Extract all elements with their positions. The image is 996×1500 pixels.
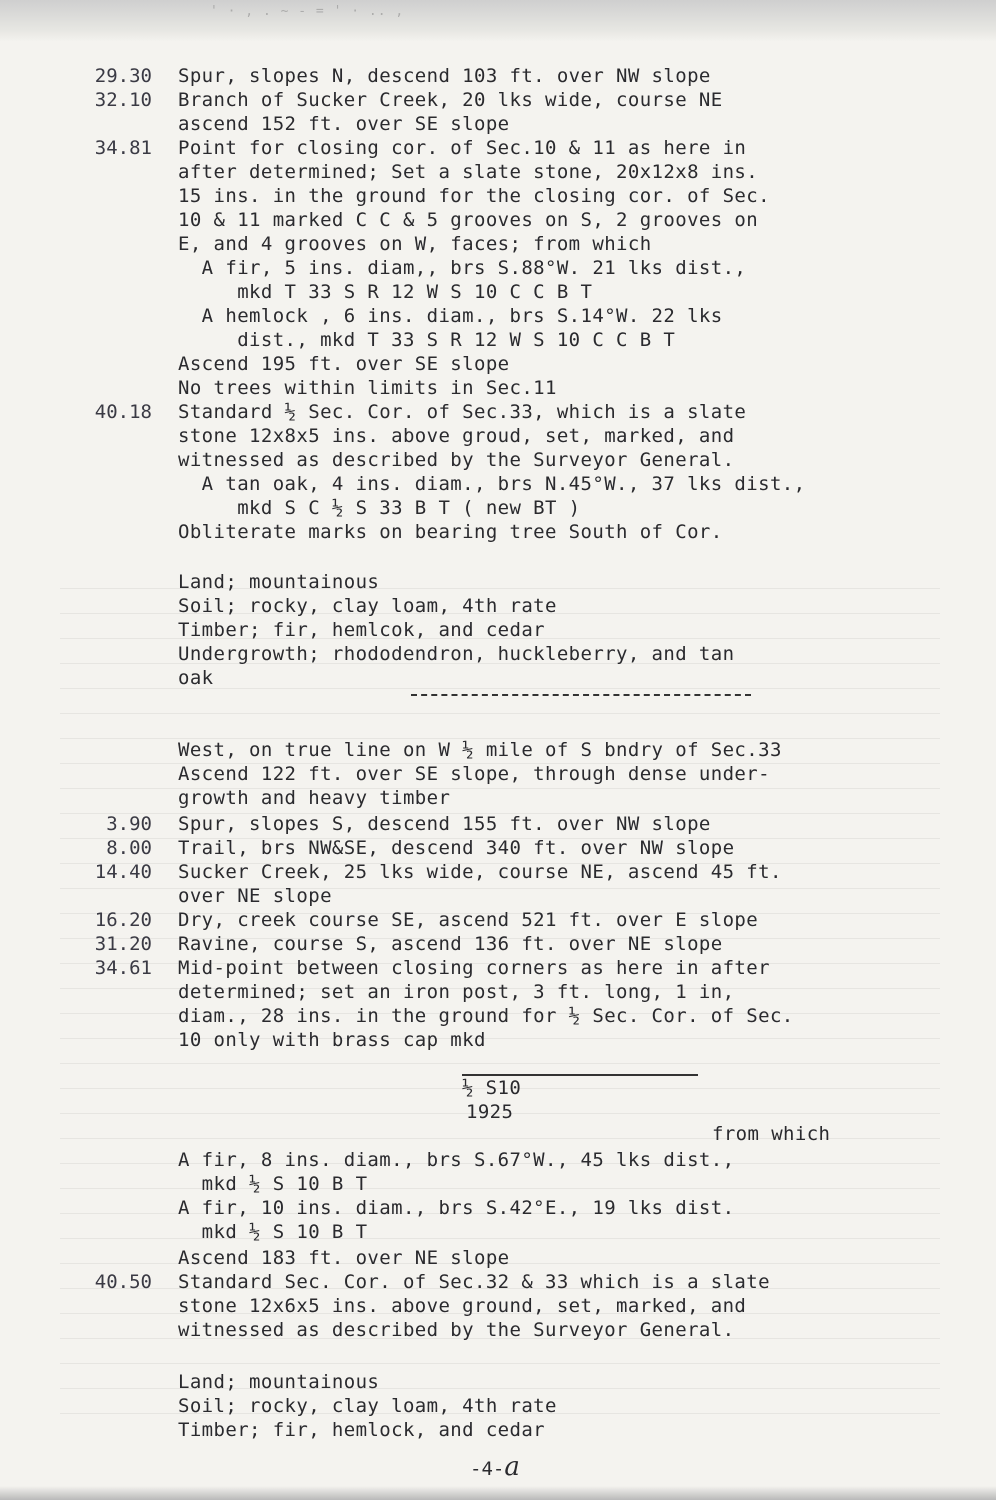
- field-note-line: Ascend 183 ft. over NE slope: [178, 1247, 510, 1269]
- field-note-line: Obliterate marks on bearing tree South of Cor.: [178, 521, 723, 543]
- soil-description: Soil; rocky, clay loam, 4th rate: [178, 1395, 557, 1417]
- field-note-line: Standard ½ Sec. Cor. of Sec.33, which is a slate: [178, 401, 747, 423]
- chain-distance: 40.50: [94, 1271, 152, 1293]
- field-note-line: Dry, creek course SE, ascend 521 ft. over E slope: [178, 909, 759, 931]
- field-note-line: 10 & 11 marked C C & 5 grooves on S, 2 grooves on: [178, 209, 759, 231]
- undergrowth-description: Undergrowth; rhododendron, huckleberry, and tan: [178, 643, 735, 665]
- field-note-line: Ascend 122 ft. over SE slope, through dense under-: [178, 763, 770, 785]
- field-note-line: witnessed as described by the Surveyor General.: [178, 449, 735, 471]
- field-note-line: mkd T 33 S R 12 W S 10 C C B T: [178, 281, 593, 303]
- bearing-tree-line: mkd ½ S 10 B T: [178, 1173, 368, 1195]
- field-note-line: dist., mkd T 33 S R 12 W S 10 C C B T: [178, 329, 676, 351]
- brass-cap-year: 1925: [466, 1101, 514, 1123]
- scan-top-band: [0, 0, 996, 42]
- course-heading: West, on true line on W ½ mile of S bndry of Sec.33: [178, 739, 782, 761]
- timber-description: Timber; fir, hemlcok, and cedar: [178, 619, 546, 641]
- field-note-line: Sucker Creek, 25 lks wide, course NE, ascend 45 ft.: [178, 861, 782, 883]
- chain-distance: 32.10: [94, 89, 152, 111]
- page-number: [470, 1452, 560, 1482]
- field-note-line: A hemlock , 6 ins. diam., brs S.14°W. 22 lks: [178, 305, 723, 327]
- field-note-line: No trees within limits in Sec.11: [178, 377, 557, 399]
- page-number-handwritten-letter: a: [504, 1452, 520, 1482]
- bearing-tree-line: A fir, 8 ins. diam., brs S.67°W., 45 lks dist.,: [178, 1149, 735, 1171]
- undergrowth-description-cont: oak: [178, 667, 214, 689]
- field-note-line: Mid-point between closing corners as here in after: [178, 957, 770, 979]
- field-note-line: ascend 152 ft. over SE slope: [178, 113, 510, 135]
- chain-distance: 31.20: [94, 933, 152, 955]
- field-note-line: after determined; Set a slate stone, 20x12x8 ins.: [178, 161, 759, 183]
- field-note-line: from which: [712, 1123, 831, 1145]
- field-note-line: E, and 4 grooves on W, faces; from which: [178, 233, 652, 255]
- field-note-line: Ascend 195 ft. over SE slope: [178, 353, 510, 375]
- bleed-through-text: ' · , . ~ - = ' · .. ,: [210, 4, 405, 19]
- field-note-line: witnessed as described by the Surveyor General.: [178, 1319, 735, 1341]
- field-note-line: stone 12x6x5 ins. above ground, set, marked, and: [178, 1295, 747, 1317]
- bearing-tree-line: A fir, 10 ins. diam., brs S.42°E., 19 lks dist.: [178, 1197, 735, 1219]
- field-note-line: Ravine, course S, ascend 136 ft. over NE slope: [178, 933, 723, 955]
- land-description: Land; mountainous: [178, 1371, 380, 1393]
- field-note-line: diam., 28 ins. in the ground for ½ Sec. Cor. of Sec.: [178, 1005, 794, 1027]
- field-note-line: Spur, slopes N, descend 103 ft. over NW slope: [178, 65, 711, 87]
- page-number-prefix: -4-: [470, 1458, 505, 1480]
- chain-distance: 29.30: [94, 65, 152, 87]
- chain-distance: 8.00: [106, 837, 152, 859]
- soil-description: Soil; rocky, clay loam, 4th rate: [178, 595, 557, 617]
- timber-description: Timber; fir, hemlock, and cedar: [178, 1419, 546, 1441]
- chain-distance: 40.18: [94, 401, 152, 423]
- field-note-line: mkd S C ½ S 33 B T ( new BT ): [178, 497, 581, 519]
- field-note-line: 10 only with brass cap mkd: [178, 1029, 486, 1051]
- field-note-line: Branch of Sucker Creek, 20 lks wide, course NE: [178, 89, 723, 111]
- field-note-line: over NE slope: [178, 885, 332, 907]
- field-note-line: growth and heavy timber: [178, 787, 451, 809]
- field-note-line: A fir, 5 ins. diam,, brs S.88°W. 21 lks dist.,: [178, 257, 747, 279]
- field-note-line: A tan oak, 4 ins. diam., brs N.45°W., 37 lks dist.,: [178, 473, 806, 495]
- bearing-tree-line: mkd ½ S 10 B T: [178, 1221, 368, 1243]
- land-description: Land; mountainous: [178, 571, 380, 593]
- field-note-line: Trail, brs NW&SE, descend 340 ft. over NW slope: [178, 837, 735, 859]
- chain-distance: 34.81: [94, 137, 152, 159]
- chain-distance: 16.20: [94, 909, 152, 931]
- chain-distance: 14.40: [94, 861, 152, 883]
- chain-distance: 34.61: [94, 957, 152, 979]
- field-note-line: determined; set an iron post, 3 ft. long, 1 in,: [178, 981, 735, 1003]
- field-note-line: 15 ins. in the ground for the closing cor. of Sec.: [178, 185, 770, 207]
- brass-cap-marking: ½ S10: [462, 1077, 522, 1099]
- field-note-line: Spur, slopes S, descend 155 ft. over NW slope: [178, 813, 711, 835]
- field-note-line: stone 12x8x5 ins. above groud, set, marked, and: [178, 425, 735, 447]
- scan-bottom-band: [0, 1486, 996, 1500]
- field-note-line: Point for closing cor. of Sec.10 & 11 as here in: [178, 137, 747, 159]
- chain-distance: 3.90: [106, 813, 152, 835]
- field-note-line: Standard Sec. Cor. of Sec.32 & 33 which is a slate: [178, 1271, 770, 1293]
- section-divider: [411, 694, 751, 696]
